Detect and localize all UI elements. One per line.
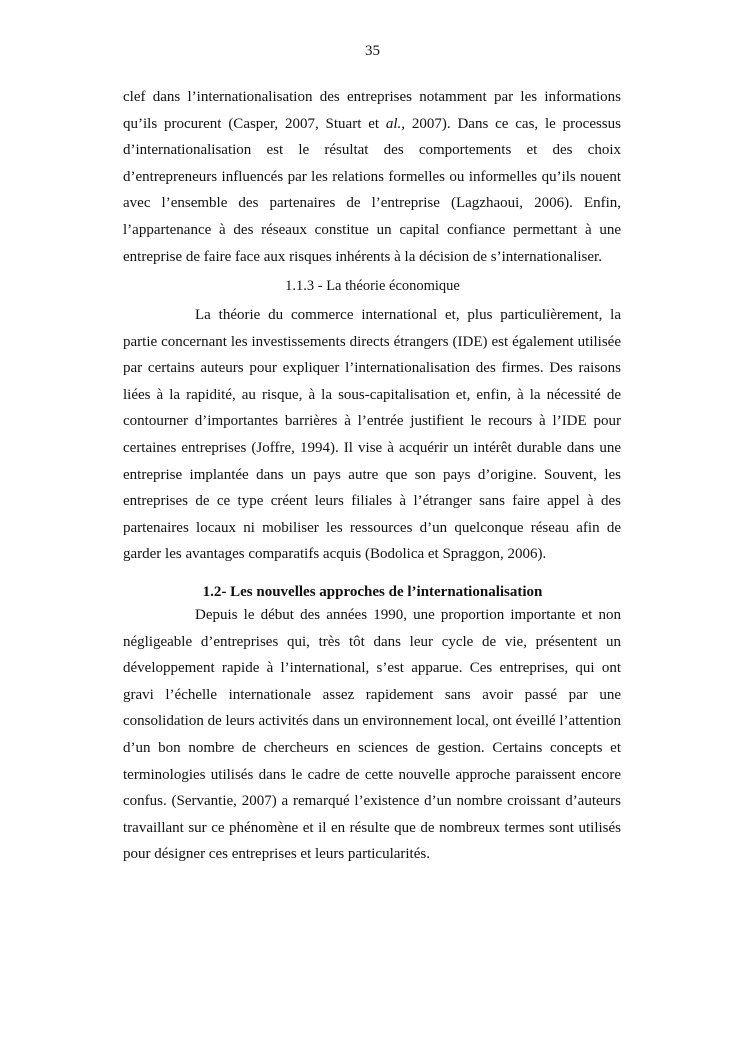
page-number: 35 bbox=[365, 43, 380, 59]
paragraph-2: La théorie du commerce international et, plus particulièrement, la partie concernant les investissements directs étrangers (IDE) est également utilisée par certains auteurs pour expliquer l’internationalisation des firmes. Des raisons liées à la rapidité, au risque, à la sous-capitalisation et, enfin, à la nécessité de contourner d’importantes barrières à l’entrée justifient le recours à l’IDE pour certaines entreprises (Joffre, 1994). Il vise à acquérir un intérêt durable dans une entreprise implantée dans un pays autre que son pays d’origine. Souvent, les entreprises de ce type créent leurs filiales à l’étranger sans faire appel à des partenaires locaux ni mobiliser les ressources d’un quelconque réseau afin de garder les avantages comparatifs acquis (Bodolica et Spraggon, 2006). bbox=[123, 307, 621, 563]
para1-italic-al: al., bbox=[385, 115, 406, 132]
para1-text-end: 2007). Dans ce cas, le processus d’internationalisation est le résultat des comportements et des choix d’entrepreneurs influencés par les relations formelles ou informelles qu’ils nouent avec l’ensemble des partenaires de l’entreprise (Lagzhaoui, 2006). Enfin, l’appartenance à des réseaux constitue un capital confiance permettant à une entreprise de faire face aux risques inhérents à la décision de s’internationaliser. bbox=[123, 115, 621, 265]
subsection-heading: 1.1.3 - La théorie économique bbox=[285, 278, 460, 294]
paragraph-economic-theory bbox=[123, 302, 621, 568]
paragraph-3: Depuis le début des années 1990, une proportion importante et non négligeable d’entreprises qui, très tôt dans leur cycle de vie, présentent un développement rapide à l’international, s’est apparue. Ces entreprises, qui ont gravi l’échelle internationale assez rapidement sans avoir passé par une consolidation de leurs activités dans un environnement local, ont éveillé l’attention d’un bon nombre de chercheurs en sciences de gestion. Certains concepts et terminologies utilisés dans le cadre de cette nouvelle approche paraissent encore confus. (Servantie, 2007) a remarqué l’existence d’un nombre croissant d’auteurs travaillant sur ce phénomène et il en résulte que de nombreux termes sont utilisés pour désigner ces entreprises et leurs particularités. bbox=[123, 607, 621, 863]
section-heading: 1.2- Les nouvelles approches de l’internationalisation bbox=[202, 584, 543, 600]
paragraph-new-approaches bbox=[123, 602, 621, 868]
paragraph-networks bbox=[123, 84, 621, 270]
para1-text-start: clef dans l’internationalisation des entreprises notamment par les informations qu’ils procurent (Casper, 2007, Stuart et bbox=[123, 89, 621, 132]
paragraph-1 bbox=[123, 84, 621, 270]
